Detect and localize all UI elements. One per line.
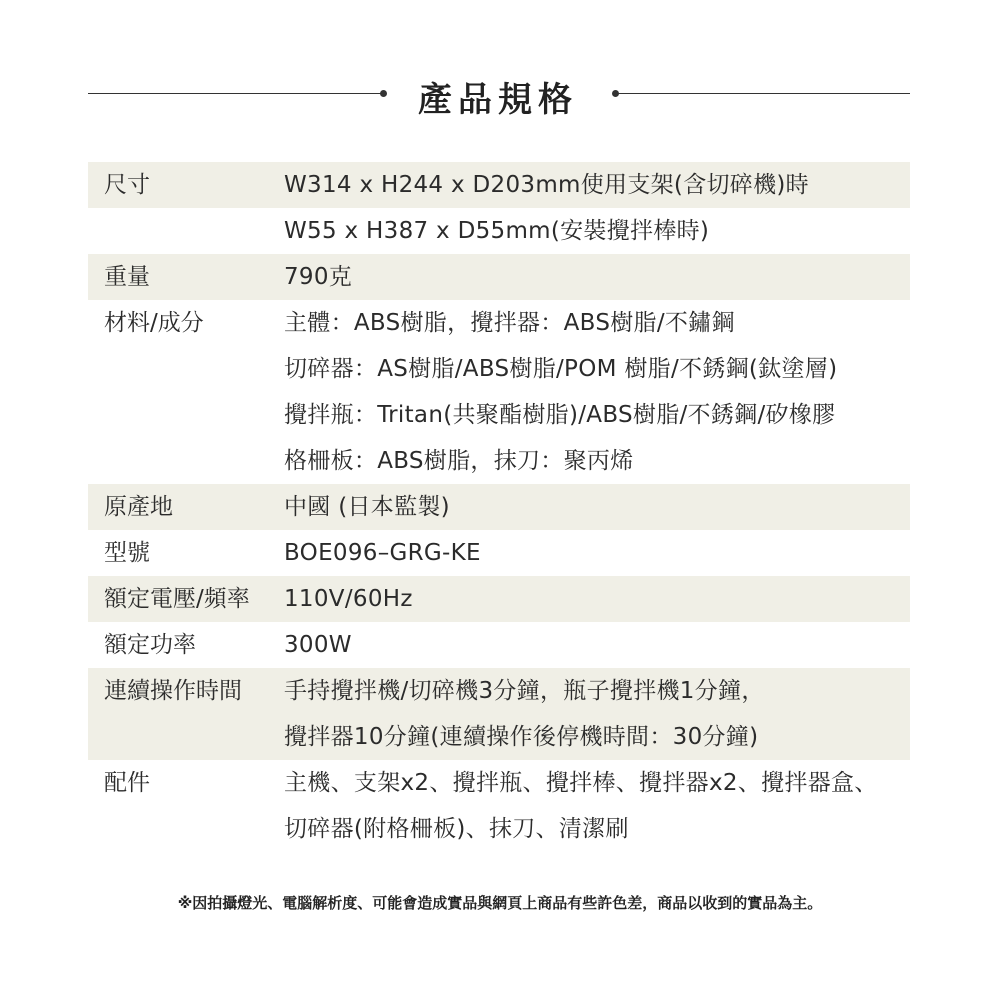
spec-label: 額定電壓/頻率 bbox=[104, 586, 250, 612]
spec-value-line: 790克 bbox=[284, 264, 353, 290]
spec-label: 材料/成分 bbox=[104, 310, 204, 336]
spec-values bbox=[284, 162, 910, 208]
spec-label: 原產地 bbox=[104, 494, 173, 520]
spec-value-line: 中國 (日本監製) bbox=[284, 494, 450, 520]
spec-label: 尺寸 bbox=[104, 172, 150, 198]
title-dot-left bbox=[380, 90, 387, 97]
spec-value-line: 攪拌瓶：Tritan(共聚酯樹脂)/ABS樹脂/不銹鋼/矽橡膠 bbox=[284, 402, 836, 428]
spec-row bbox=[88, 576, 910, 622]
spec-row bbox=[88, 530, 910, 576]
spec-row bbox=[88, 484, 910, 530]
spec-label: 重量 bbox=[104, 264, 150, 290]
spec-values bbox=[284, 484, 910, 530]
spec-row bbox=[88, 162, 910, 208]
spec-value-line: 切碎器(附格柵板)、抹刀、清潔刷 bbox=[284, 816, 629, 842]
spec-value-line: 300W bbox=[284, 632, 352, 658]
spec-value-line: W55 x H387 x D55mm(安裝攪拌棒時) bbox=[284, 218, 710, 244]
spec-label: 額定功率 bbox=[104, 632, 196, 658]
spec-label: 型號 bbox=[104, 540, 150, 566]
spec-value-line: BOE096–GRG-KE bbox=[284, 540, 481, 566]
spec-values bbox=[284, 760, 910, 852]
spec-value-line: 110V/60Hz bbox=[284, 586, 413, 612]
spec-row bbox=[88, 760, 910, 852]
spec-label: 連續操作時間 bbox=[104, 678, 242, 704]
title-divider-left bbox=[88, 93, 382, 94]
spec-table bbox=[88, 162, 910, 852]
spec-values bbox=[284, 668, 910, 760]
page-title: 產品規格 bbox=[418, 80, 578, 120]
spec-value-line: 手持攪拌機/切碎機3分鐘，瓶子攪拌機1分鐘， bbox=[284, 678, 765, 704]
spec-row bbox=[88, 622, 910, 668]
spec-values bbox=[284, 576, 910, 622]
spec-values bbox=[284, 530, 910, 576]
spec-value-line: 攪拌器10分鐘(連續操作後停機時間：30分鐘) bbox=[284, 724, 759, 750]
title-divider-right bbox=[618, 93, 910, 94]
spec-row bbox=[88, 208, 910, 254]
disclaimer-note: ※因拍攝燈光、電腦解析度、可能會造成實品與網頁上商品有些許色差，商品以收到的實品為主。 bbox=[177, 894, 823, 912]
spec-values bbox=[284, 300, 910, 484]
spec-row bbox=[88, 300, 910, 484]
spec-row bbox=[88, 254, 910, 300]
spec-values bbox=[284, 622, 910, 668]
spec-value-line: 切碎器：AS樹脂/ABS樹脂/POM 樹脂/不銹鋼(鈦塗層) bbox=[284, 356, 838, 382]
spec-value-line: 主體：ABS樹脂，攪拌器：ABS樹脂/不鏽鋼 bbox=[284, 310, 735, 336]
spec-value-line: W314 x H244 x D203mm使用支架(含切碎機)時 bbox=[284, 172, 809, 198]
title-row bbox=[88, 66, 910, 122]
spec-values bbox=[284, 208, 910, 254]
spec-label: 配件 bbox=[104, 770, 150, 796]
spec-values bbox=[284, 254, 910, 300]
spec-row bbox=[88, 668, 910, 760]
spec-value-line: 主機、支架x2、攪拌瓶、攪拌棒、攪拌器x2、攪拌器盒、 bbox=[284, 770, 878, 796]
spec-value-line: 格柵板：ABS樹脂，抹刀：聚丙烯 bbox=[284, 448, 634, 474]
